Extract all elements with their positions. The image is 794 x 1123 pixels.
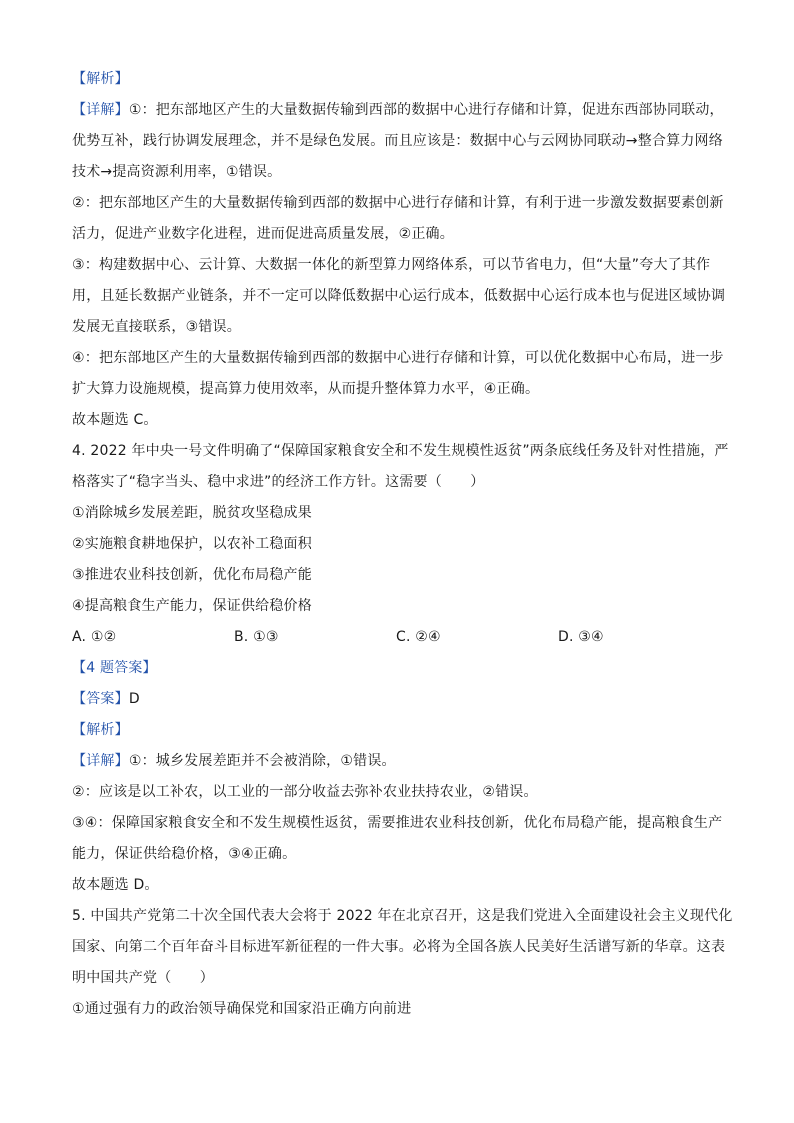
q4-item: ①消除城乡发展差距，脱贫攻坚稳成果 [72,505,312,521]
q4-point2-line: ②：应该是以工补农，以工业的一部分收益去弥补农业扶持农业，②错误。 [72,784,538,800]
q4-conclusion: 故本题选 D。 [72,877,159,893]
q5-stem-line: 5. 中国共产党第二十次全国代表大会将于 2022 年在北京召开，这是我们党进入全面建设社会主义现代化 [72,908,733,924]
q3-point4-line: 扩大算力设施规模，提高算力使用效率，从而提升整体算力水平，④正确。 [72,381,540,397]
q5-stem-line: 国家、向第二个百年奋斗目标进军新征程的一件大事。必将为全国各族人民美好生活谱写新的华章。这表 [72,939,726,955]
analysis-tag: 【解析】 [72,71,129,87]
q4-options [72,622,734,653]
q4-item: ③推进农业科技创新，优化布局稳产能 [72,567,312,583]
q4-detail-line [72,746,734,777]
analysis-tag: 【解析】 [72,722,129,738]
detail-tag: 【详解】 [72,102,129,118]
q4-answer-section-heading [72,653,734,684]
answer-value: D [128,691,140,707]
detail-tag: 【详解】 [72,753,129,769]
q3-detail-text: ①：把东部地区产生的大量数据传输到西部的数据中心进行存储和计算，促进东西部协同联动， [128,102,724,118]
q4-point34-line: 能力，保证供给稳价格，③④正确。 [72,846,297,862]
q4-point34-line: ③④：保障国家粮食安全和不发生规模性返贫，需要推进农业科技创新，优化布局稳产能，提高粮食生产 [72,815,723,831]
q3-analysis-heading [72,64,734,95]
q4-item: ④提高粮食生产能力，保证供给稳价格 [72,598,312,614]
q4-analysis-heading [72,715,734,746]
q4-detail-text: ①：城乡发展差距并不会被消除，①错误。 [128,753,396,769]
q4-answer [72,684,734,715]
q3-point2-line: 活力，促进产业数字化进程，进而促进高质量发展，②正确。 [72,226,454,242]
answer-tag: 【答案】 [72,691,129,707]
q3-point3-line: ③：构建数据中心、云计算、大数据一体化的新型算力网络体系，可以节省电力，但“大量”夸大了其作 [72,257,711,273]
q3-detail-line [72,95,734,126]
q3-conclusion: 故本题选 C。 [72,412,158,428]
option-d: D. ③④ [558,629,604,645]
option-a: A. ①② [72,629,117,645]
q4-item: ②实施粮食耕地保护，以农补工稳面积 [72,536,312,552]
q3-point3-line: 用，且延长数据产业链条，并不一定可以降低数据中心运行成本，低数据中心运行成本也与促进区域协调 [72,288,726,304]
option-b: B. ①③ [234,629,279,645]
q3-point4-line: ④：把东部地区产生的大量数据传输到西部的数据中心进行存储和计算，可以优化数据中心布局，进一步 [72,350,724,366]
q4-stem-line: 4. 2022 年中央一号文件明确了“保障国家粮食安全和不发生规模性返贫”两条底线任务及针对性措施，严 [72,443,729,459]
option-c: C. ②④ [396,629,441,645]
answer-section-tag: 【4 题答案】 [72,660,157,676]
q3-point2-line: ②：把东部地区产生的大量数据传输到西部的数据中心进行存储和计算，有利于进一步激发数据要素创新 [72,195,724,211]
q3-point3-line: 发展无直接联系，③错误。 [72,319,241,335]
q5-stem-line: 明中国共产党（ ） [72,970,214,986]
q4-stem-line: 格落实了“稳字当头、稳中求进”的经济工作方针。这需要（ ） [72,474,485,490]
q5-item: ①通过强有力的政治领导确保党和国家沿正确方向前进 [72,1001,412,1017]
q3-detail-line: 优势互补，践行协调发展理念，并不是绿色发展。而且应该是：数据中心与云网协同联动→整合算力网络 [72,133,723,149]
q3-detail-line: 技术→提高资源利用率，①错误。 [72,164,282,180]
